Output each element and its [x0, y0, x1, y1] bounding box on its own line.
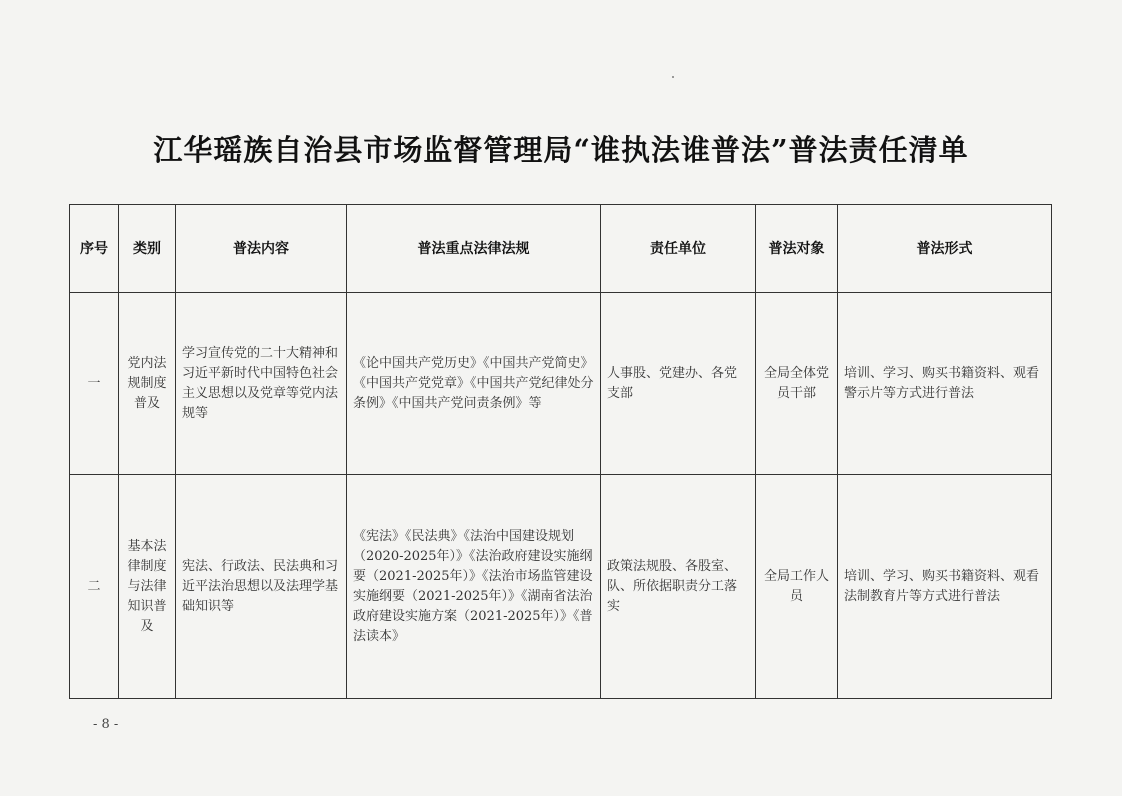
table-header-row: [70, 205, 1052, 293]
header-audience: 普法对象: [756, 205, 838, 293]
header-seq: 序号: [70, 205, 119, 293]
cell-form: 培训、学习、购买书籍资料、观看警示片等方式进行普法: [838, 293, 1052, 475]
cell-audience: 全局工作人员: [756, 475, 838, 699]
header-laws: 普法重点法律法规: [347, 205, 601, 293]
cell-content: 宪法、行政法、民法典和习近平法治思想以及法理学基础知识等: [176, 475, 347, 699]
cell-content: 学习宣传党的二十大精神和习近平新时代中国特色社会主义思想以及党章等党内法规等: [176, 293, 347, 475]
header-category: 类别: [119, 205, 176, 293]
cell-seq: 二: [70, 475, 119, 699]
page-number: - 8 -: [93, 717, 119, 732]
cell-audience: 全局全体党员干部: [756, 293, 838, 475]
cell-category: 党内法规制度普及: [119, 293, 176, 475]
header-form: 普法形式: [838, 205, 1052, 293]
table-row: [70, 475, 1052, 699]
cell-unit: 人事股、党建办、各党支部: [601, 293, 756, 475]
cell-laws: 《论中国共产党历史》《中国共产党简史》《中国共产党党章》《中国共产党纪律处分条例》《中国共产党问责条例》等: [347, 293, 601, 475]
cell-laws: 《宪法》《民法典》《法治中国建设规划（2020-2025年）》《法治政府建设实施纲要（2021-2025年）》《法治市场监管建设实施纲要（2021-2025年）》《湖南省法治政府建设实施方案（2021-2025年）》《普法读本》: [347, 475, 601, 699]
cell-category: 基本法律制度与法律知识普及: [119, 475, 176, 699]
cell-unit: 政策法规股、各股室、队、所依据职责分工落实: [601, 475, 756, 699]
page-title: 江华瑶族自治县市场监督管理局“谁执法谁普法”普法责任清单: [153, 133, 969, 167]
table-row: [70, 293, 1052, 475]
cell-form: 培训、学习、购买书籍资料、观看法制教育片等方式进行普法: [838, 475, 1052, 699]
responsibility-table: [69, 204, 1052, 699]
scan-speck: [672, 76, 674, 78]
cell-seq: 一: [70, 293, 119, 475]
header-content: 普法内容: [176, 205, 347, 293]
header-unit: 责任单位: [601, 205, 756, 293]
